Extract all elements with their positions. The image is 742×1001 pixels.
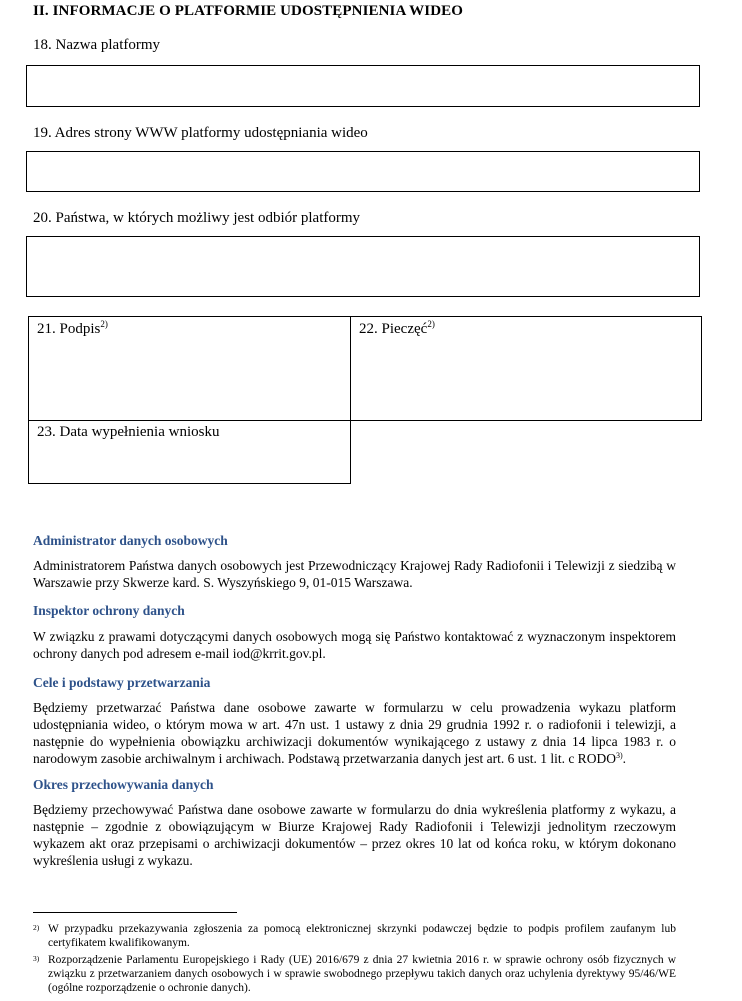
footnote-2: [33, 922, 676, 950]
admin-paragraph: Administratorem Państwa danych osobowych jest Przewodniczący Krajowej Rady Radiofonii i Telewizji z siedzibą w Warszawie przy Skwerze kard. S. Wyszyńskiego 9, 01-015 Warszawa.: [33, 558, 676, 590]
reception-countries-input[interactable]: [26, 236, 700, 297]
signature-label: 21. Podpis: [37, 321, 101, 337]
stamp-field[interactable]: [350, 316, 702, 421]
field-label-platform-name: 18. Nazwa platformy: [33, 37, 161, 53]
platform-name-input[interactable]: [26, 65, 700, 107]
footnote-3-marker: 3): [33, 954, 40, 963]
signature-footnote-ref: 2): [100, 319, 108, 329]
section-title: II. INFORMACJE O PLATFORMIE UDOSTĘPNIENIA WIDEO: [33, 3, 464, 19]
footnote-separator: [33, 912, 237, 913]
purpose-end: .: [622, 751, 626, 766]
inspector-paragraph: W związku z prawami dotyczącymi danych osobowych mogą się Państwo kontaktować z wyznaczonym inspektorem ochrony danych pod adresem e-mail iod@krrit.gov.pl.: [33, 629, 676, 661]
footnote-3-text: Rozporządzenie Parlamentu Europejskiego i Rady (UE) 2016/679 z dnia 27 kwietnia 2016 r. w sprawie ochrony osób fizycznych w związku z przetwarzaniem danych osobowych i w sprawie swobodnego przepływu takich danych oraz uchylenia dyrektywy 95/46/WE (ogólne rozporządzenie o ochronie danych).: [48, 954, 676, 994]
footnote-2-text: W przypadku przekazywania zgłoszenia za pomocą elektronicznej skrzynki podawczej będzie to podpis profilem zaufanym lub certyfikatem kwalifikowanym.: [48, 923, 676, 949]
footnote-3: [33, 953, 676, 995]
completion-date-field[interactable]: [28, 420, 351, 484]
purpose-heading: Cele i podstawy przetwarzania: [33, 675, 211, 690]
retention-paragraph: Będziemy przechowywać Państwa dane osobowe zawarte w formularzu do dnia wykreślenia platformy z wykazu, a następnie – zgodnie z obowiązującym w Biurze Krajowej Rady Radiofonii i Telewizji jednolitym rzeczowym wykazem akt oraz przepisami o archiwizacji dokumentów – przez okres 10 lat od końca roku, w którym dokonano wykreślenia usługi z wykazu.: [33, 802, 676, 868]
field-label-website-address: 19. Adres strony WWW platformy udostępniania wideo: [33, 125, 368, 141]
purpose-text: Będziemy przetwarzać Państwa dane osobowe zawarte w formularzu w celu prowadzenia wykazu platform udostępniania wideo, o którym mowa w art. 47n ust. 1 ustawy z dnia 29 grudnia 1992 r. o radiofonii i telewizji, a następnie do wypełnienia obowiązku archiwizacji dokumentów wynikającego z ustawy z dnia 14 lipca 1983 r. o narodowym zasobie archiwalnym i archiwach. Podstawą przetwarzania danych jest art. 6 ust. 1 lit. c RODO: [33, 700, 676, 766]
stamp-footnote-ref: 2): [427, 319, 435, 329]
footnote-2-marker: 2): [33, 923, 40, 932]
inspector-heading: Inspektor ochrony danych: [33, 603, 185, 618]
field-label-reception-countries: 20. Państwa, w których możliwy jest odbiór platformy: [33, 210, 361, 226]
admin-heading: Administrator danych osobowych: [33, 533, 228, 548]
purpose-paragraph: [33, 699, 676, 767]
website-address-input[interactable]: [26, 151, 700, 192]
stamp-label: 22. Pieczęć: [359, 321, 428, 337]
retention-heading: Okres przechowywania danych: [33, 777, 214, 792]
completion-date-label: 23. Data wypełnienia wniosku: [37, 424, 220, 440]
signature-field[interactable]: [28, 316, 351, 421]
rodo-footnote-ref: 3): [615, 751, 623, 760]
